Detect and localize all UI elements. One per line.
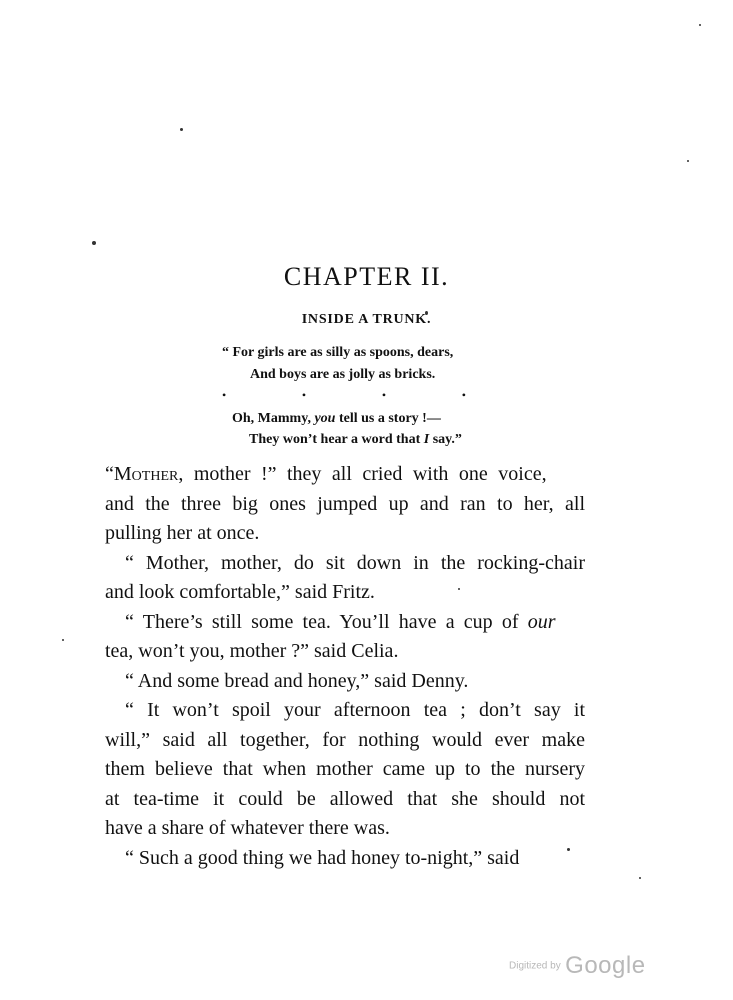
text-line: have a share of whatever there was.	[105, 817, 390, 839]
scan-speck	[687, 160, 689, 162]
body-text	[105, 460, 585, 873]
star-mark: •	[461, 388, 466, 402]
epigraph-line-3	[232, 411, 441, 427]
scan-speck	[92, 241, 96, 245]
text-line: them believe that when mother came up to the nursery	[105, 758, 585, 780]
text-line: “ Such a good thing we had honey to-night,” said	[125, 846, 520, 869]
text-line: and the three big ones jumped up and ran to her, all	[105, 492, 585, 515]
emphasis-word: our	[527, 610, 556, 633]
google-logo: Google	[565, 952, 646, 979]
text-line: tea, won’t you, mother ?” said Celia.	[105, 640, 399, 662]
epigraph-line-4-text: They won’t hear a word that	[249, 432, 424, 447]
scan-speck	[639, 877, 641, 879]
line-text: , mother !” they all cried with one voice,	[178, 463, 547, 485]
text-line: and look comfortable,” said Fritz.	[105, 581, 375, 603]
text-line	[105, 608, 585, 638]
chapter-subtitle: INSIDE A TRUNK.	[301, 312, 432, 327]
text-line: “ It won’t spoil your afternoon tea ; don’t say it	[125, 699, 585, 721]
text-line: “ Mother, mother, do sit down in the rocking-chair	[125, 551, 585, 574]
epigraph-line-4-text: say.”	[429, 432, 462, 447]
epigraph-line-3-text: Oh, Mammy,	[232, 411, 315, 426]
text-line: pulling her at once.	[105, 522, 260, 544]
epigraph-emphasis: you	[314, 411, 336, 426]
chapter-title: CHAPTER II.	[283, 262, 450, 291]
text-line: “ And some bread and honey,” said Denny.	[125, 669, 469, 692]
epigraph-line-2: And boys are as jolly as bricks.	[250, 367, 436, 382]
text-line	[105, 460, 585, 490]
star-mark: •	[301, 388, 307, 402]
scan-speck	[699, 24, 701, 26]
epigraph-emphasis: I	[423, 432, 430, 447]
epigraph-line-1: “ For girls are as silly as spoons, dears,	[222, 345, 454, 360]
open-quote: “	[105, 463, 114, 485]
text-line: will,” said all together, for nothing would ever make	[105, 728, 585, 751]
text-line: at tea-time it could be allowed that she should not	[105, 787, 585, 810]
ellipsis-stars	[222, 388, 466, 403]
epigraph-line-4	[249, 432, 462, 448]
star-mark: •	[381, 388, 387, 402]
line-text: “ There’s still some tea. You’ll have a cup of	[125, 610, 528, 633]
scan-speck	[62, 639, 64, 641]
scan-speck	[180, 128, 183, 131]
epigraph-line-3-text: tell us a story !—	[335, 411, 441, 426]
small-caps-word: Mother	[113, 463, 179, 485]
star-mark: •	[222, 388, 227, 402]
watermark-prefix: Digitized by	[509, 960, 561, 972]
digitized-by-google-watermark	[509, 952, 646, 980]
